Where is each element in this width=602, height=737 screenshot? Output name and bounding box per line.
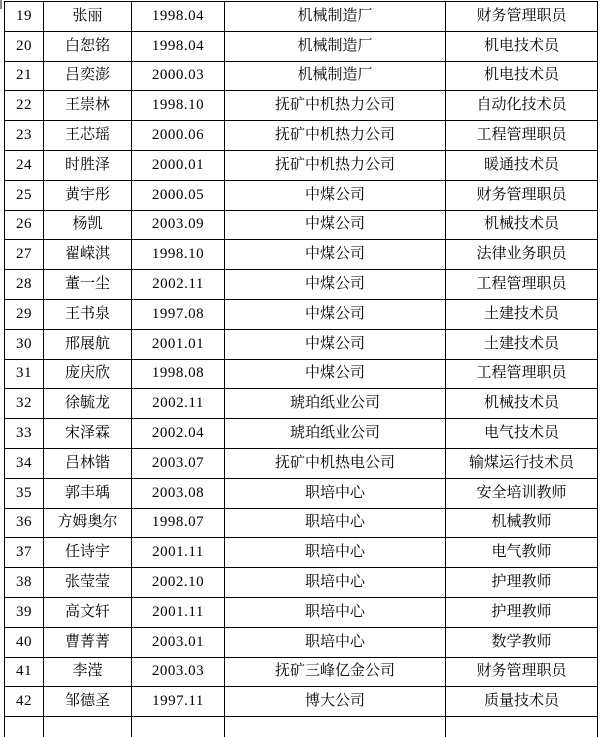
job-title-cell: 质量技术员 (446, 687, 598, 717)
job-title-cell: 暖通技术员 (446, 150, 598, 180)
date-cell: 1997.11 (132, 687, 225, 717)
job-title-cell: 法律业务职员 (446, 240, 598, 270)
job-title-cell: 安全培训教师 (446, 478, 598, 508)
name-cell: 高文轩 (44, 597, 132, 627)
table-row (5, 180, 598, 210)
name-cell: 郭丰瑀 (44, 478, 132, 508)
company-cell: 职培中心 (225, 597, 446, 627)
table-row (5, 150, 598, 180)
name-cell: 吕林锴 (44, 448, 132, 478)
date-cell: 2002.11 (132, 270, 225, 300)
company-cell: 抚矿三峰亿金公司 (225, 657, 446, 687)
name-cell: 曹菁菁 (44, 627, 132, 657)
job-title-cell: 财务管理职员 (446, 2, 598, 32)
date-cell: 1998.10 (132, 240, 225, 270)
company-cell: 中煤公司 (225, 329, 446, 359)
name-cell: 张莹莹 (44, 568, 132, 598)
name-cell: 吕奕澎 (44, 61, 132, 91)
company-cell: 抚矿中机热力公司 (225, 91, 446, 121)
name-cell: 王芯瑶 (44, 121, 132, 151)
table-row (5, 657, 598, 687)
name-cell: 邢展航 (44, 329, 132, 359)
company-cell: 抚矿中机热电公司 (225, 448, 446, 478)
date-cell: 2003.08 (132, 478, 225, 508)
job-title-cell: 电气教师 (446, 538, 598, 568)
job-title-cell: 土建技术员 (446, 299, 598, 329)
table-row (5, 91, 598, 121)
table-row (5, 299, 598, 329)
job-title-cell: 工程管理职员 (446, 359, 598, 389)
company-cell: 职培中心 (225, 538, 446, 568)
table-row (5, 270, 598, 300)
row-number-cell: 31 (5, 359, 44, 389)
table-row (5, 478, 598, 508)
table-row (5, 568, 598, 598)
company-cell: 职培中心 (225, 508, 446, 538)
name-cell: 翟嵘淇 (44, 240, 132, 270)
job-title-cell: 工程管理职员 (446, 121, 598, 151)
row-number-cell: 20 (5, 31, 44, 61)
table-row (5, 508, 598, 538)
company-cell: 抚矿中机热力公司 (225, 150, 446, 180)
row-number-cell: 27 (5, 240, 44, 270)
company-cell: 职培中心 (225, 627, 446, 657)
table-row (5, 389, 598, 419)
row-number-cell: 30 (5, 329, 44, 359)
name-cell: 徐毓龙 (44, 389, 132, 419)
job-title-cell: 数学教师 (446, 627, 598, 657)
name-cell: 董一尘 (44, 270, 132, 300)
job-title-cell: 电气技术员 (446, 419, 598, 449)
empty-cell (225, 717, 446, 737)
empty-cell (446, 717, 598, 737)
name-cell: 任诗宇 (44, 538, 132, 568)
company-cell: 职培中心 (225, 568, 446, 598)
row-number-cell: 24 (5, 150, 44, 180)
date-cell: 2002.10 (132, 568, 225, 598)
company-cell: 职培中心 (225, 478, 446, 508)
job-title-cell: 土建技术员 (446, 329, 598, 359)
next-row-sliver (5, 717, 598, 737)
table-row (5, 121, 598, 151)
row-number-cell: 32 (5, 389, 44, 419)
date-cell: 2000.05 (132, 180, 225, 210)
job-title-cell: 机械教师 (446, 508, 598, 538)
name-cell: 时胜泽 (44, 150, 132, 180)
date-cell: 2001.11 (132, 597, 225, 627)
row-number-cell: 35 (5, 478, 44, 508)
row-number-cell: 36 (5, 508, 44, 538)
date-cell: 1998.04 (132, 31, 225, 61)
row-number-cell: 42 (5, 687, 44, 717)
empty-cell (5, 717, 44, 737)
date-cell: 1998.10 (132, 91, 225, 121)
date-cell: 2000.03 (132, 61, 225, 91)
job-title-cell: 财务管理职员 (446, 657, 598, 687)
name-cell: 杨凯 (44, 210, 132, 240)
job-title-cell: 输煤运行技术员 (446, 448, 598, 478)
page-edge-artifact (0, 0, 2, 9)
table-row (5, 359, 598, 389)
row-number-cell: 23 (5, 121, 44, 151)
row-number-cell: 34 (5, 448, 44, 478)
row-number-cell: 29 (5, 299, 44, 329)
company-cell: 机械制造厂 (225, 61, 446, 91)
date-cell: 2003.07 (132, 448, 225, 478)
date-cell: 1998.08 (132, 359, 225, 389)
name-cell: 方姆奥尔 (44, 508, 132, 538)
table-row (5, 2, 598, 32)
job-title-cell: 护理教师 (446, 597, 598, 627)
company-cell: 中煤公司 (225, 180, 446, 210)
row-number-cell: 39 (5, 597, 44, 627)
row-number-cell: 25 (5, 180, 44, 210)
name-cell: 张丽 (44, 2, 132, 32)
row-number-cell: 38 (5, 568, 44, 598)
job-title-cell: 工程管理职员 (446, 270, 598, 300)
table-row (5, 448, 598, 478)
empty-cell (44, 717, 132, 737)
company-cell: 机械制造厂 (225, 2, 446, 32)
name-cell: 黄宇彤 (44, 180, 132, 210)
job-title-cell: 自动化技术员 (446, 91, 598, 121)
company-cell: 中煤公司 (225, 210, 446, 240)
empty-cell (132, 717, 225, 737)
table-row (5, 687, 598, 717)
name-cell: 邹德圣 (44, 687, 132, 717)
date-cell: 1997.08 (132, 299, 225, 329)
name-cell: 王书泉 (44, 299, 132, 329)
name-cell: 白恕铭 (44, 31, 132, 61)
row-number-cell: 19 (5, 2, 44, 32)
row-number-cell: 40 (5, 627, 44, 657)
company-cell: 机械制造厂 (225, 31, 446, 61)
table-row (5, 31, 598, 61)
row-number-cell: 26 (5, 210, 44, 240)
table-row (5, 597, 598, 627)
name-cell: 李滢 (44, 657, 132, 687)
date-cell: 2003.01 (132, 627, 225, 657)
table-row (5, 538, 598, 568)
row-number-cell: 33 (5, 419, 44, 449)
date-cell: 1998.07 (132, 508, 225, 538)
table-row (5, 419, 598, 449)
company-cell: 琥珀纸业公司 (225, 419, 446, 449)
job-title-cell: 机电技术员 (446, 31, 598, 61)
name-cell: 宋泽霖 (44, 419, 132, 449)
table-row (5, 210, 598, 240)
company-cell: 中煤公司 (225, 270, 446, 300)
job-title-cell: 机械技术员 (446, 389, 598, 419)
job-title-cell: 财务管理职员 (446, 180, 598, 210)
company-cell: 中煤公司 (225, 299, 446, 329)
date-cell: 2001.11 (132, 538, 225, 568)
row-number-cell: 41 (5, 657, 44, 687)
table-row (5, 627, 598, 657)
date-cell: 2003.09 (132, 210, 225, 240)
date-cell: 2000.06 (132, 121, 225, 151)
job-title-cell: 护理教师 (446, 568, 598, 598)
table-row (5, 329, 598, 359)
row-number-cell: 37 (5, 538, 44, 568)
job-title-cell: 机械技术员 (446, 210, 598, 240)
table-row (5, 240, 598, 270)
date-cell: 2003.03 (132, 657, 225, 687)
date-cell: 2001.01 (132, 329, 225, 359)
company-cell: 博大公司 (225, 687, 446, 717)
company-cell: 抚矿中机热力公司 (225, 121, 446, 151)
date-cell: 1998.04 (132, 2, 225, 32)
row-number-cell: 22 (5, 91, 44, 121)
name-cell: 王崇林 (44, 91, 132, 121)
date-cell: 2002.04 (132, 419, 225, 449)
row-number-cell: 28 (5, 270, 44, 300)
company-cell: 中煤公司 (225, 240, 446, 270)
name-cell: 庞庆欣 (44, 359, 132, 389)
company-cell: 中煤公司 (225, 359, 446, 389)
job-title-cell: 机电技术员 (446, 61, 598, 91)
date-cell: 2000.01 (132, 150, 225, 180)
row-number-cell: 21 (5, 61, 44, 91)
personnel-roster-table (4, 1, 598, 737)
date-cell: 2002.11 (132, 389, 225, 419)
company-cell: 琥珀纸业公司 (225, 389, 446, 419)
table-row (5, 61, 598, 91)
